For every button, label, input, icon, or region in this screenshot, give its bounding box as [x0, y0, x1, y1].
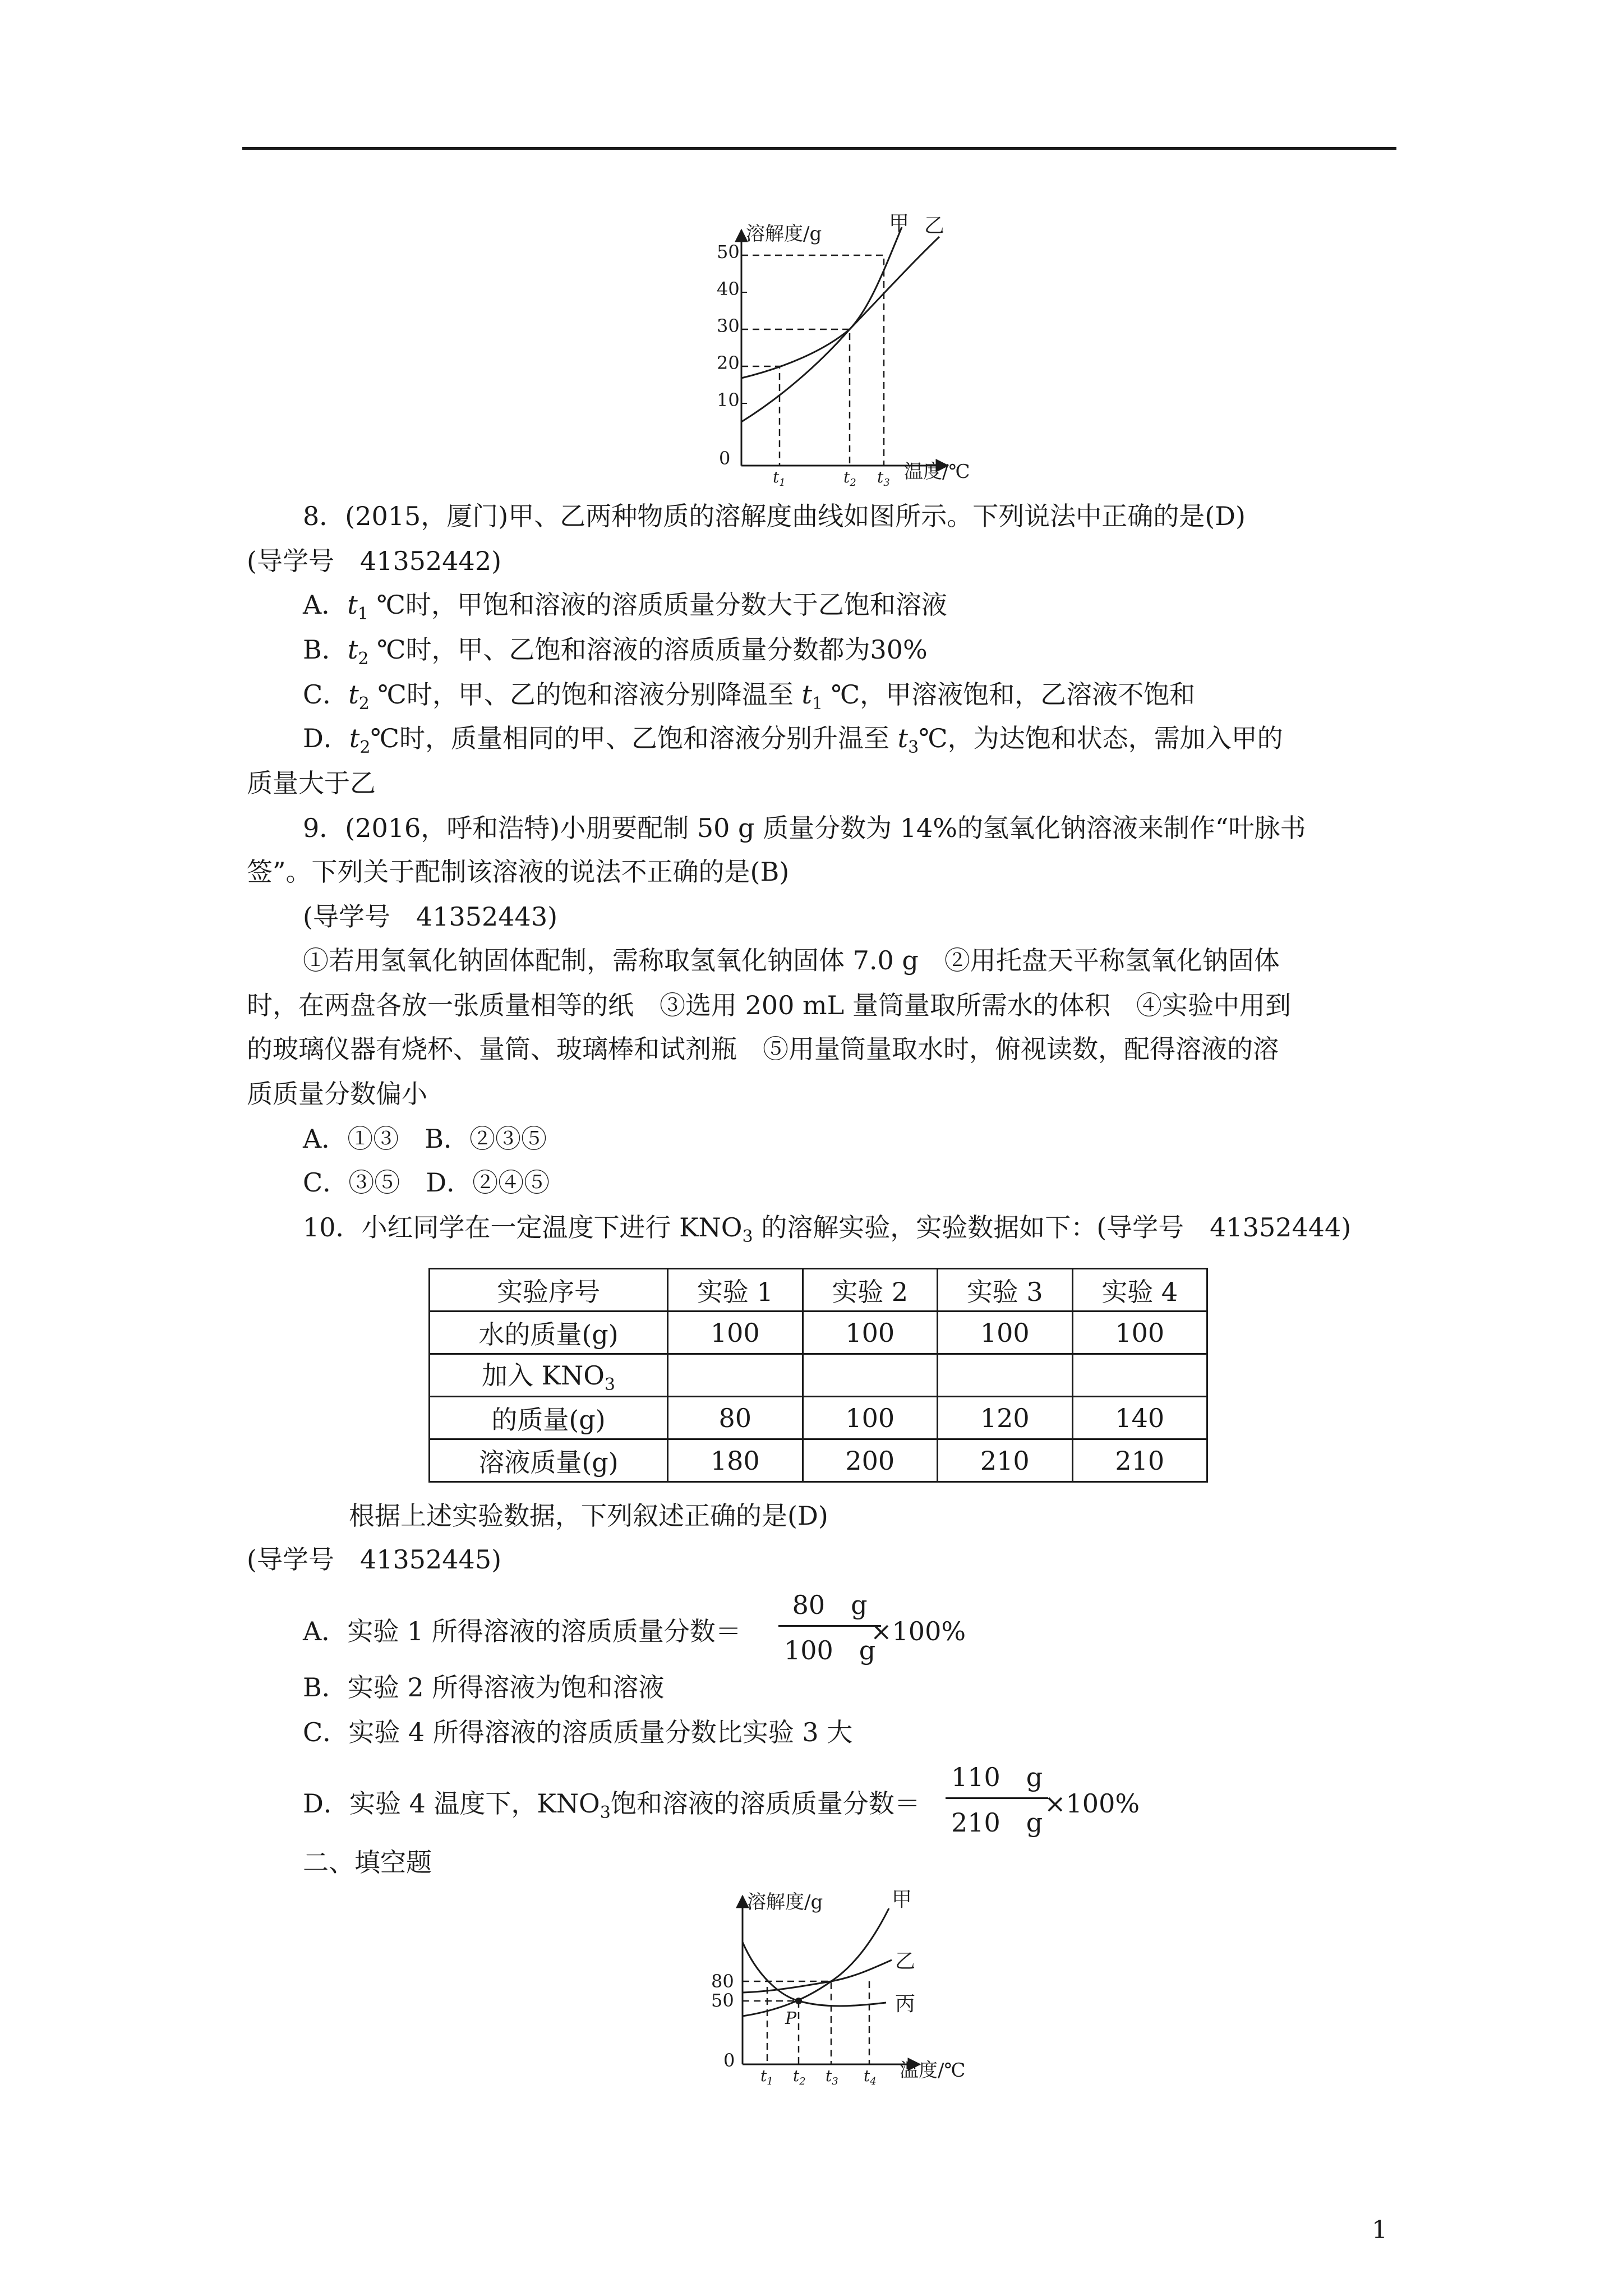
- origin-label: 0: [719, 448, 731, 469]
- q8-option-d: D．$t_2℃$时，质量相同的甲、乙饱和溶液分别升温至 $t_3℃$，为达饱和状态，需加入甲的: [303, 723, 1283, 758]
- ytick-10: 10: [717, 389, 740, 411]
- table-cell: [1072, 1354, 1207, 1397]
- ytick-40: 40: [717, 278, 740, 300]
- q8-ref: (导学号 41352442): [247, 546, 502, 576]
- xtick-t1: $t_1$: [760, 2067, 773, 2087]
- curve-label-jia: 甲: [889, 213, 910, 235]
- q9-stem-2: 签”。下列关于配制该溶液的说法不正确的是(B): [247, 857, 790, 887]
- curve-label-yi: 乙: [924, 214, 945, 237]
- point-p-label: P: [785, 2009, 797, 2028]
- table-cell: 100: [1072, 1312, 1207, 1354]
- solubility-chart-1: [701, 213, 970, 494]
- q8-option-d-cont: 质量大于乙: [247, 768, 376, 798]
- table-cell: 100: [803, 1312, 938, 1354]
- q9-body-4: 质质量分数偏小: [247, 1079, 427, 1109]
- q10-option-a-fraction: 80 g 100 g: [778, 1585, 881, 1667]
- table-cell: 水的质量(g): [430, 1312, 668, 1354]
- guide-t3: [741, 255, 884, 466]
- q9-body-1: ①若用氢氧化钠固体配制，需称取氢氧化钠固体 7.0 g ②用托盘天平称氢氧化钠固体: [303, 945, 1280, 976]
- q10-option-d-post: ×100%: [1044, 1788, 1140, 1819]
- guide-t1: [741, 366, 780, 466]
- table-row: [430, 1312, 1207, 1354]
- table-row: [430, 1269, 1207, 1312]
- table-cell: 120: [938, 1397, 1073, 1439]
- table-row: [430, 1397, 1207, 1439]
- x-axis-label: 温度/℃: [900, 2059, 966, 2082]
- table-cell: 210: [1072, 1439, 1207, 1482]
- q10-option-b: B．实验 2 所得溶液为饱和溶液: [303, 1672, 665, 1703]
- table-cell: [668, 1354, 803, 1397]
- table-cell: 100: [803, 1397, 938, 1439]
- q8-option-a: A．$t_1$ ℃时，甲饱和溶液的溶质质量分数大于乙饱和溶液: [303, 590, 947, 624]
- table-cell: 实验序号: [430, 1269, 668, 1312]
- curve-label-yi: 乙: [895, 1950, 916, 1973]
- xtick-t3: $t_3$: [877, 468, 890, 489]
- table-cell: 80: [668, 1397, 803, 1439]
- experiment-table: [428, 1268, 1208, 1483]
- table-cell: 200: [803, 1439, 938, 1482]
- ytick-20: 20: [717, 352, 740, 374]
- q10-stem: 10．小红同学在一定温度下进行 $KNO_3$ 的溶解实验，实验数据如下：(导学号 41352444): [303, 1212, 1352, 1247]
- table-row: [430, 1354, 1207, 1397]
- section-title: 二、填空题: [303, 1847, 432, 1878]
- y-axis-label: 溶解度/g: [747, 1891, 823, 1913]
- curve-jia: [741, 227, 902, 378]
- xtick-t4: $t_4$: [864, 2067, 877, 2087]
- q9-body-2: 时，在两盘各放一张质量相等的纸 ③选用 200 mL 量筒量取所需水的体积 ④实验中用到: [247, 990, 1291, 1020]
- point-p: [795, 1998, 802, 2004]
- q9-ref: (导学号 41352443): [303, 901, 558, 932]
- q10-after-table: 根据上述实验数据，下列叙述正确的是(D): [349, 1501, 828, 1531]
- ytick-80: 80: [711, 1971, 734, 1992]
- q8-option-c: C．$t_2$ ℃时，甲、乙的饱和溶液分别降温至 $t_1$ ℃，甲溶液饱和，乙溶液不饱和: [303, 679, 1196, 714]
- guide-t2: [741, 329, 850, 466]
- q10-option-d-fraction: 110 g 210 g: [946, 1757, 1048, 1839]
- page-number: 1: [1372, 2216, 1387, 2244]
- q9-body-3: 的玻璃仪器有烧杯、量筒、玻璃棒和试剂瓶 ⑤用量筒量取水时，俯视读数，配得溶液的溶: [247, 1034, 1279, 1064]
- ytick-50: 50: [711, 1990, 734, 2011]
- xtick-t2: $t_2$: [843, 468, 856, 489]
- curve-jia: [743, 1908, 889, 2016]
- q8-stem: 8．(2015，厦门)甲、乙两种物质的溶解度曲线如图所示。下列说法中正确的是(D): [303, 501, 1246, 531]
- table-cell: 180: [668, 1439, 803, 1482]
- q10-option-a: A．实验 1 所得溶液的溶质质量分数＝: [303, 1616, 741, 1646]
- q9-stem-1: 9．(2016，呼和浩特)小朋要配制 50 g 质量分数为 14%的氢氧化钠溶液来制作“叶脉书: [303, 813, 1306, 843]
- table-cell: [938, 1354, 1073, 1397]
- table-cell: 210: [938, 1439, 1073, 1482]
- table-cell: 实验 2: [803, 1269, 938, 1312]
- q9-options-cd: C．③⑤ D．②④⑤: [303, 1167, 550, 1198]
- table-cell: 实验 3: [938, 1269, 1073, 1312]
- table-cell: [803, 1354, 938, 1397]
- header-rule: [242, 147, 1396, 150]
- xtick-t3: $t_3$: [826, 2067, 838, 2087]
- ytick-30: 30: [717, 315, 740, 337]
- table-cell: 溶液质量(g): [430, 1439, 668, 1482]
- table-row: [430, 1439, 1207, 1482]
- q10-option-c: C．实验 4 所得溶液的溶质质量分数比实验 3 大: [303, 1717, 853, 1747]
- xtick-t1: $t_1$: [773, 468, 786, 489]
- table-cell: 实验 1: [668, 1269, 803, 1312]
- x-axis-label: 温度/℃: [904, 461, 970, 483]
- table-cell: 100: [938, 1312, 1073, 1354]
- ytick-50: 50: [717, 241, 740, 263]
- q8-option-b: B．$t_2$ ℃时，甲、乙饱和溶液的溶质质量分数都为30%: [303, 634, 928, 669]
- curve-label-jia: 甲: [892, 1888, 912, 1911]
- curve-yi: [741, 237, 939, 422]
- solubility-chart-2: [701, 1886, 998, 2093]
- q9-options-ab: A．①③ B．②③⑤: [303, 1124, 547, 1154]
- curve-bing: [743, 1942, 886, 2006]
- table-cell: 的质量(g): [430, 1397, 668, 1439]
- y-axis-label: 溶解度/g: [746, 223, 822, 245]
- curve-label-bing: 丙: [895, 1993, 916, 2016]
- q10-option-a-post: ×100%: [870, 1616, 966, 1646]
- table-cell: 加入 $KNO_3$: [430, 1354, 668, 1397]
- table-cell: 实验 4: [1072, 1269, 1207, 1312]
- table-cell: 100: [668, 1312, 803, 1354]
- q10-ref: (导学号 41352445): [247, 1544, 502, 1575]
- table-cell: 140: [1072, 1397, 1207, 1439]
- origin-label: 0: [723, 2050, 735, 2071]
- xtick-t2: $t_2$: [793, 2067, 806, 2087]
- q10-option-d: D．实验 4 温度下，$KNO_3$饱和溶液的溶质质量分数＝: [303, 1788, 920, 1823]
